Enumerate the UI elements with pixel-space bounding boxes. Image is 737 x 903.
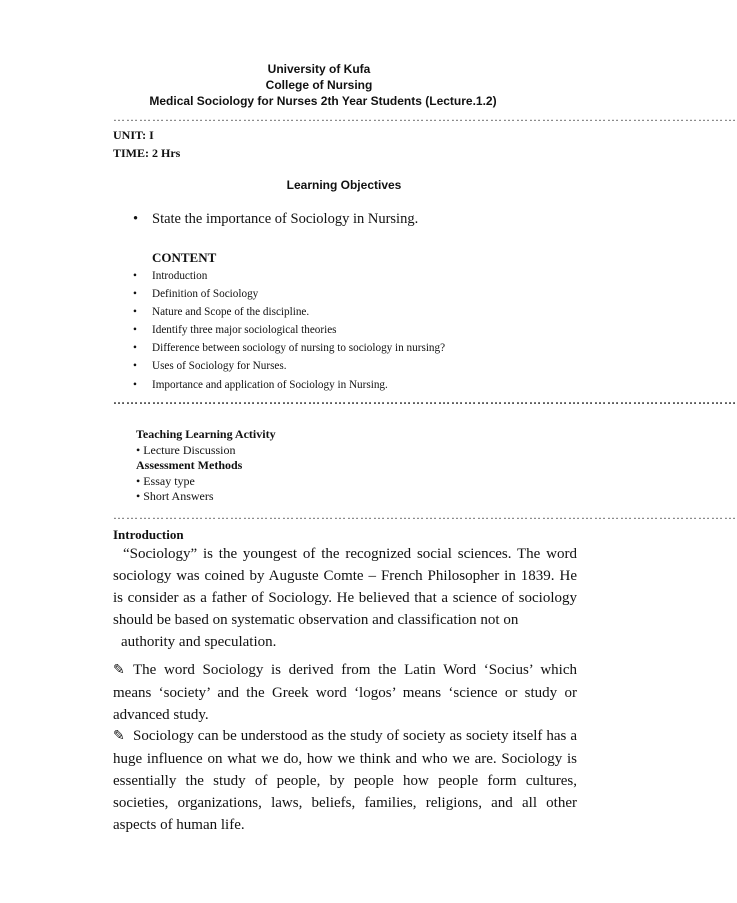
bullet-icon: • bbox=[133, 324, 137, 337]
time-label: TIME: 2 Hrs bbox=[113, 146, 181, 160]
teaching-heading: Teaching Learning Activity bbox=[136, 427, 276, 441]
bullet-icon: • bbox=[133, 306, 137, 319]
content-list bbox=[133, 267, 445, 394]
content-heading: CONTENT bbox=[152, 250, 217, 265]
introduction-heading: Introduction bbox=[113, 527, 184, 542]
list-item: • Nature and Scope of the discipline. bbox=[133, 303, 445, 321]
teaching-item: • Lecture Discussion bbox=[136, 443, 236, 457]
intro-point: ✎ The word Sociology is derived from the Latin Word ‘Socius’ which means ‘society’ and the Greek word ‘logos’ means ‘science or study or advanced study. bbox=[113, 662, 577, 723]
list-item: • Difference between sociology of nursing to sociology in nursing? bbox=[133, 339, 445, 357]
assessment-heading: Assessment Methods bbox=[136, 458, 243, 472]
bullet-icon: • bbox=[133, 342, 137, 355]
list-item: • Definition of Sociology bbox=[133, 285, 445, 303]
pencil-icon: ✎ bbox=[113, 729, 125, 744]
university-title: University of Kufa bbox=[267, 62, 371, 76]
assessment-item: • Short Answers bbox=[136, 489, 214, 503]
bullet-icon: • bbox=[133, 378, 137, 391]
college-title: College of Nursing bbox=[265, 78, 373, 92]
bullet-icon: • bbox=[133, 211, 139, 227]
bullet-icon: • bbox=[133, 288, 137, 301]
objective-text: State the importance of Sociology in Nursing. bbox=[152, 211, 419, 227]
list-item: • Importance and application of Sociology in Nursing. bbox=[133, 376, 445, 394]
pencil-icon: ✎ bbox=[113, 663, 125, 678]
separator-line: ……………………………………………………………………………………………………………………………… bbox=[113, 508, 737, 522]
intro-paragraph: “Sociology” is the youngest of the recognized social sciences. The word sociology was coined by Auguste Comte – French Philosopher in 1839. He is consider as a father of Sociology. He believed that a science of sociology should be based on systematic observation and classification not on authority and speculation. bbox=[113, 546, 577, 650]
unit-label: UNIT: I bbox=[113, 128, 154, 142]
assessment-item: • Essay type bbox=[136, 474, 195, 488]
objectives-heading: Learning Objectives bbox=[286, 178, 402, 192]
intro-point: ✎ Sociology can be understood as the study of society as society itself has a huge influence on what we do, how we think and who we are. Sociology is essentially the study of people, by people how people form cultures, societies, organizations, laws, beliefs, families, religions, and all other aspects of human life. bbox=[113, 728, 577, 833]
list-item: • Introduction bbox=[133, 267, 445, 285]
separator-line: ……………………………………………………………………………………………………………………………… bbox=[113, 393, 737, 407]
list-item: • Uses of Sociology for Nurses. bbox=[133, 357, 445, 375]
objective-item bbox=[133, 211, 418, 228]
bullet-icon: • bbox=[133, 270, 137, 282]
separator-line: ……………………………………………………………………………………………………………………………… bbox=[113, 110, 737, 124]
course-title: Medical Sociology for Nurses 2th Year Students (Lecture.1.2) bbox=[149, 94, 497, 108]
bullet-icon: • bbox=[133, 360, 137, 373]
list-item: • Identify three major sociological theories bbox=[133, 321, 445, 339]
